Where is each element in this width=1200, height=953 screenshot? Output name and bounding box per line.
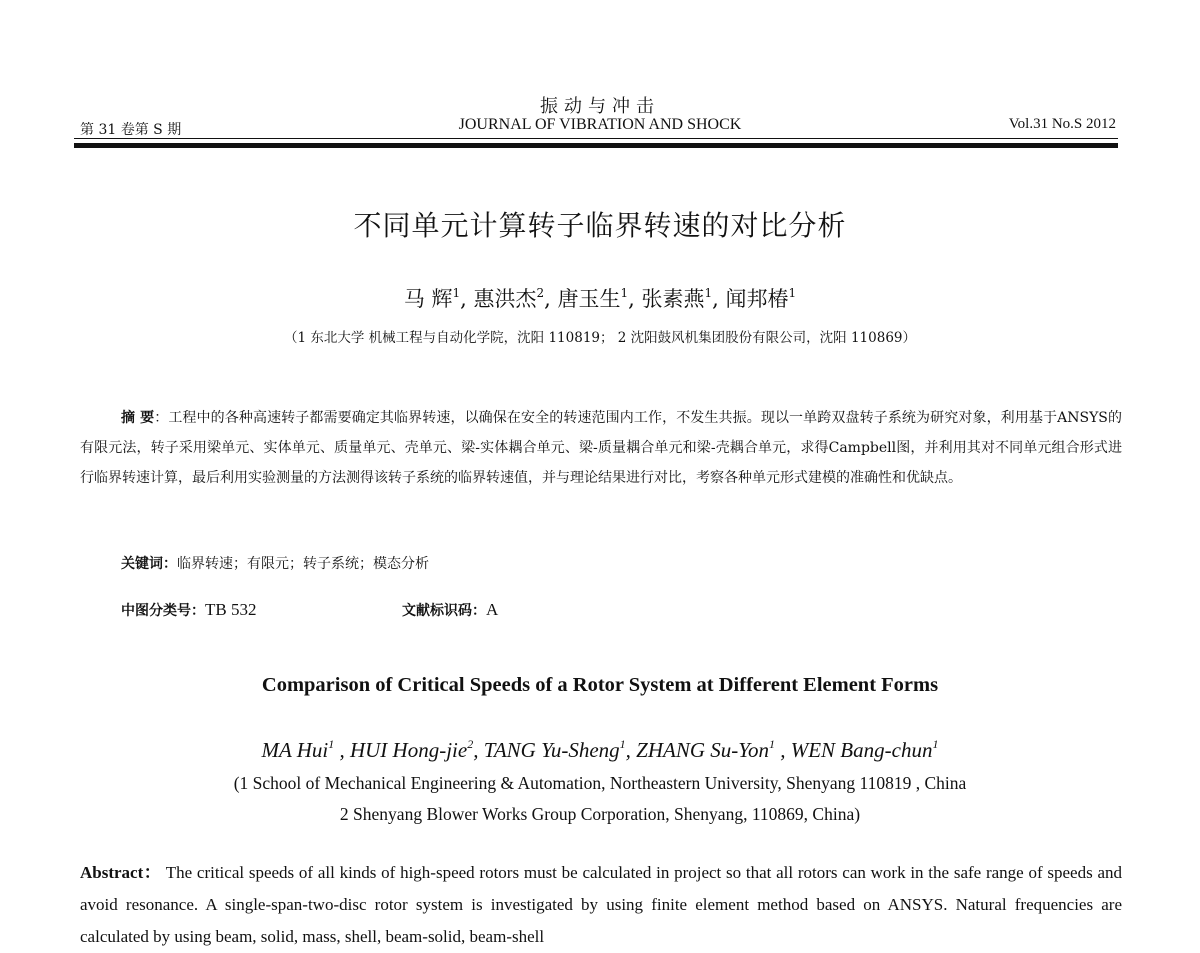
author-sup-en: 1 — [619, 737, 626, 751]
author-sup-cn: 1 — [452, 286, 461, 300]
author-list-cn — [0, 283, 1200, 313]
author-sup-cn: 1 — [788, 286, 797, 300]
journal-title-cn: 振动与冲击 — [540, 96, 660, 117]
abstract-cn — [80, 403, 1122, 493]
keywords-text-cn: 临界转速；有限元；转子系统；模态分析 — [177, 556, 429, 572]
author-list-en — [0, 737, 1200, 763]
author-en: TANG Yu-Sheng — [483, 738, 620, 762]
affiliation-cn: （1 东北大学 机械工程与自动化学院，沈阳 110819； 2 沈阳鼓风机集团股份有限公司，沈阳 110869） — [284, 330, 916, 346]
document-code-value: A — [486, 600, 499, 619]
classification-number — [121, 600, 256, 620]
author-sup-cn: 1 — [704, 286, 713, 300]
author-separator: , — [334, 738, 350, 762]
author-separator: , — [544, 287, 558, 311]
author-sup-en: 1 — [932, 737, 939, 751]
author-cn: 闻邦椿 — [725, 287, 789, 311]
author-separator: , — [628, 287, 642, 311]
abstract-label-en: Abstract： — [80, 863, 162, 882]
author-en: HUI Hong-jie — [349, 738, 468, 762]
abstract-label-cn: 摘 要 — [121, 410, 155, 426]
issue-info-en: Vol.31 No.S 2012 — [1008, 116, 1116, 132]
author-sup-en: 1 — [328, 737, 335, 751]
affiliation-en-line-2: 2 Shenyang Blower Works Group Corporation, Shenyang, 110869, China) — [339, 804, 861, 824]
author-separator: , — [473, 738, 484, 762]
keywords-cn — [121, 553, 429, 573]
author-cn: 马 辉 — [403, 287, 453, 311]
journal-title-en: JOURNAL OF VIBRATION AND SHOCK — [458, 116, 742, 133]
abstract-colon: ： — [154, 410, 169, 426]
classification-label: 中图分类号： — [121, 603, 205, 619]
classification-value: TB 532 — [205, 600, 257, 619]
author-sup-cn: 2 — [536, 286, 545, 300]
author-separator: , — [460, 287, 474, 311]
author-en: ZHANG Su-Yon — [636, 738, 769, 762]
header-rule-thick — [74, 143, 1118, 148]
author-separator: , — [712, 287, 726, 311]
keywords-label-cn: 关键词： — [121, 556, 177, 572]
author-separator: , — [625, 738, 637, 762]
author-cn: 张素燕 — [641, 287, 705, 311]
author-sup-en: 1 — [768, 737, 775, 751]
author-separator: , — [774, 738, 791, 762]
document-code-label: 文献标识码： — [402, 603, 486, 619]
abstract-text-en: The critical speeds of all kinds of high-speed rotors must be calculated in project so that all rotors can work in the safe range of speeds and avoid resonance. A single-span-two-disc rotor system is investigated by using finite element method based on ANSYS. Natural frequencies are calculated by using beam, solid, mass, shell, beam-solid, beam-shell — [80, 863, 1122, 946]
abstract-en — [80, 857, 1122, 953]
author-en: WEN Bang-chun — [790, 738, 933, 762]
paper-title-cn: 不同单元计算转子临界转速的对比分析 — [353, 209, 847, 242]
author-sup-cn: 1 — [620, 286, 629, 300]
header-rule-thin — [74, 138, 1118, 139]
issue-info-cn: 第 31 卷第 S 期 — [80, 122, 182, 138]
abstract-text-cn: 工程中的各种高速转子都需要确定其临界转速，以确保在安全的转速范围内工作，不发生共振。现以一单跨双盘转子系统为研究对象，利用基于ANSYS的有限元法，转子采用梁单元、实体单元、质量单元、壳单元、梁-实体耦合单元、梁-质量耦合单元和梁-壳耦合单元，求得Campbell图，并利用其对不同单元组合形式进行临界转速计算，最后利用实验测量的方法测得该转子系统的临界转速值，并与理论结果进行对比，考察各种单元形式建模的准确性和优缺点。 — [80, 410, 1123, 486]
author-cn: 唐玉生 — [557, 287, 621, 311]
author-en: MA Hui — [261, 738, 329, 762]
author-sup-en: 2 — [467, 737, 474, 751]
author-cn: 惠洪杰 — [473, 287, 537, 311]
affiliation-en-line-1: (1 School of Mechanical Engineering & Automation, Northeastern University, Shenyang 110819 , China — [233, 773, 967, 793]
document-code — [402, 600, 498, 620]
paper-title-en: Comparison of Critical Speeds of a Rotor System at Different Element Forms — [261, 674, 939, 696]
